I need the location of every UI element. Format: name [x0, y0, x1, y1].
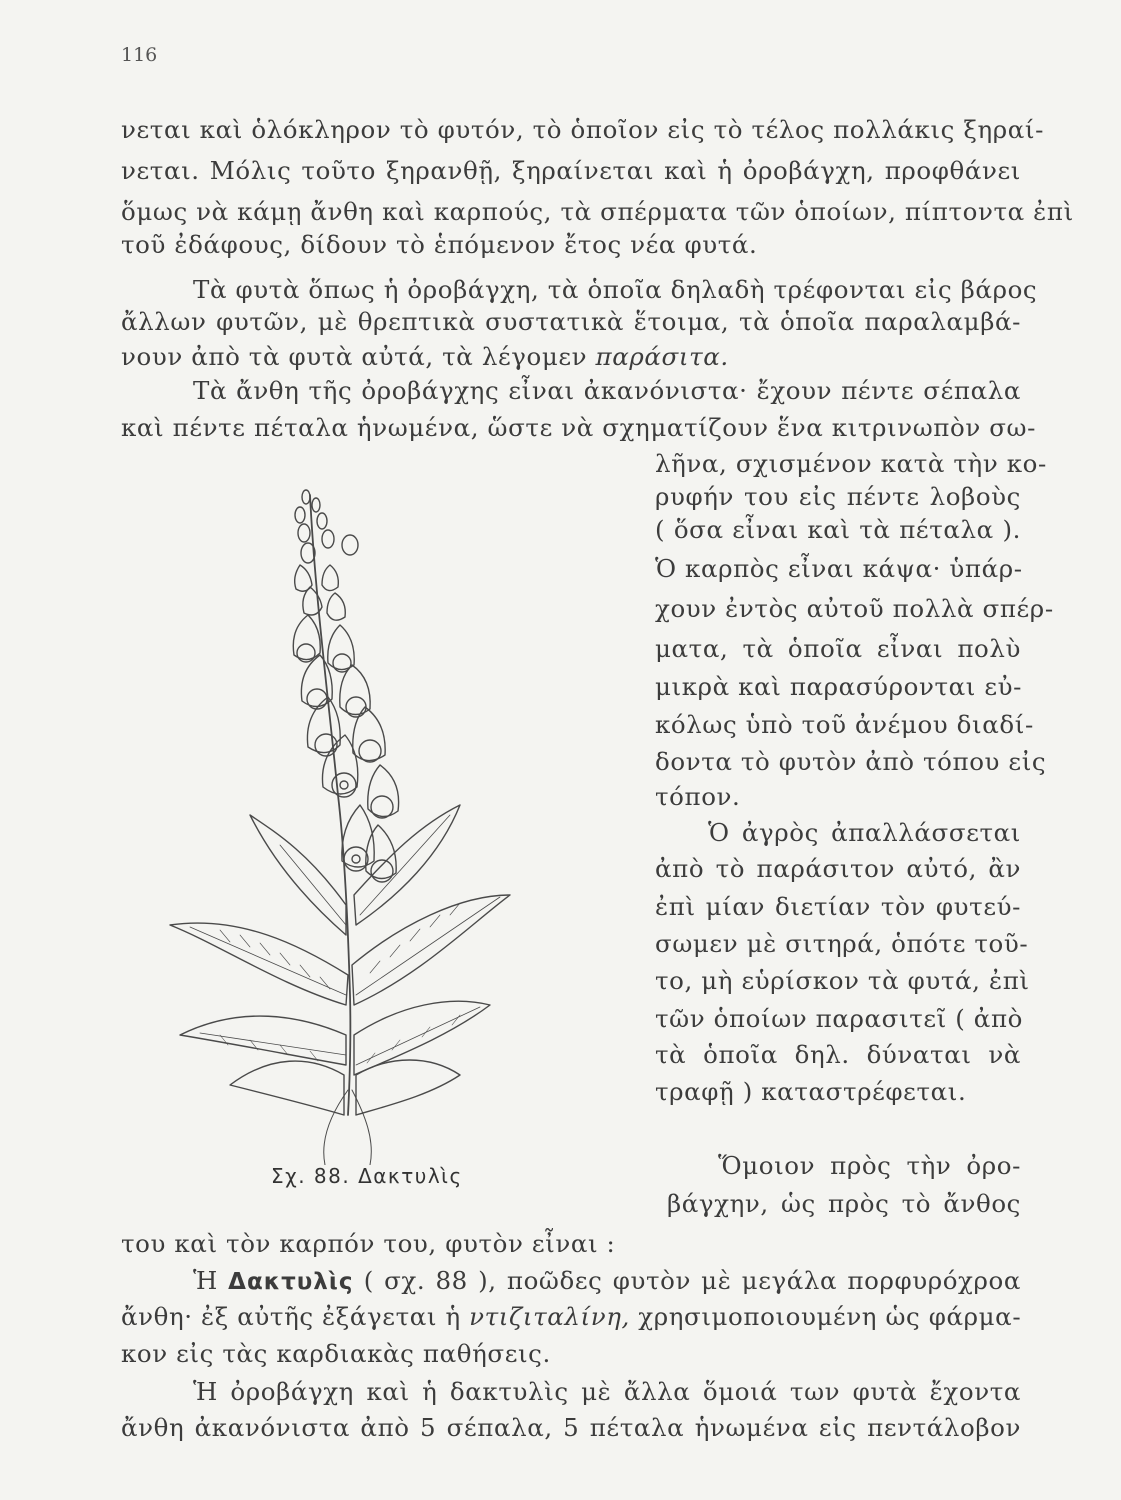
text-line: τραφῇ ) καταστρέφεται.	[655, 1077, 967, 1106]
text-line: μικρὰ καὶ παρασύρονται εὐ-	[655, 672, 1023, 701]
text-line: καὶ πέντε πέταλα ἡνωμένα, ὥστε νὰ σχηματίζουν ἕνα κιτρινωπὸν σω-	[121, 413, 1036, 442]
text-line: τοῦ ἐδάφους, δίδουν τὸ ἑπόμενον ἔτος νέα φυτά.	[121, 230, 758, 259]
text-line: Ὁ ἀγρὸς ἀπαλλάσσεται	[708, 818, 1021, 847]
text-line: βάγχην, ὡς πρὸς τὸ ἄνθος	[667, 1189, 1021, 1218]
foxglove-illustration	[160, 475, 520, 1165]
page-number: 116	[121, 44, 158, 66]
text-line: κον εἰς τὰς καρδιακὰς παθήσεις.	[121, 1339, 551, 1368]
term-digitalis: Δακτυλὶς	[228, 1269, 354, 1295]
text-line: κόλως ὑπὸ τοῦ ἀνέμου διαδί-	[655, 710, 1034, 739]
text-line	[121, 1302, 1022, 1331]
text-line	[121, 342, 729, 371]
text-line	[193, 1266, 1021, 1295]
text-line: Ὁ καρπὸς εἶναι κάψα· ὑπάρ-	[655, 554, 1023, 583]
text-line: τόπον.	[655, 782, 741, 811]
text-span: νουν ἀπὸ τὰ φυτὰ αὐτά, τὰ λέγομεν	[121, 342, 588, 371]
term-digitalin: ντιζιταλίνη,	[469, 1302, 630, 1331]
text-line: Τὰ φυτὰ ὅπως ἡ ὀροβάγχη, τὰ ὁποῖα δηλαδὴ τρέφονται εἰς βάρος	[193, 275, 1038, 304]
text-line: λῆνα, σχισμένον κατὰ τὴν κο-	[655, 449, 1047, 478]
text-line: νεται. Μόλις τοῦτο ξηρανθῇ, ξηραίνεται καὶ ἡ ὀροβάγχη, προφθάνει	[121, 156, 1021, 185]
text-line: Ὅμοιον πρὸς τὴν ὀρο-	[718, 1151, 1021, 1180]
text-line: ματα, τὰ ὁποῖα εἶναι πολὺ	[655, 634, 1021, 663]
figure-caption: Σχ. 88. Δακτυλὶς	[271, 1164, 463, 1188]
text-line: χουν ἐντὸς αὐτοῦ πολλὰ σπέρ-	[655, 594, 1054, 623]
text-line: ρυφήν του εἰς πέντε λοβοὺς	[655, 482, 1021, 511]
text-line: σωμεν μὲ σιτηρά, ὁπότε τοῦ-	[655, 929, 1029, 958]
text-line: ἄλλων φυτῶν, μὲ θρεπτικὰ συστατικὰ ἕτοιμα, τὰ ὁποῖα παραλαμβά-	[121, 307, 1021, 336]
text-line: νεται καὶ ὁλόκληρον τὸ φυτόν, τὸ ὁποῖον εἰς τὸ τέλος πολλάκις ξηραί-	[121, 115, 1044, 144]
text-line: δοντα τὸ φυτὸν ἀπὸ τόπου εἰς	[655, 747, 1047, 776]
text-line: το, μὴ εὑρίσκον τὰ φυτά, ἐπὶ	[655, 966, 1030, 995]
text-line: ἄνθη ἀκανόνιστα ἀπὸ 5 σέπαλα, 5 πέταλα ἡνωμένα εἰς πεντάλοβον	[121, 1413, 1021, 1442]
text-span: Ἡ	[193, 1266, 218, 1295]
text-span: ἄνθη· ἐξ αὐτῆς ἐξάγεται ἡ	[121, 1302, 461, 1331]
text-line: ( ὅσα εἶναι καὶ τὰ πέταλα ).	[655, 515, 1021, 544]
text-line: Τὰ ἄνθη τῆς ὀροβάγχης εἶναι ἀκανόνιστα· ἔχουν πέντε σέπαλα	[193, 376, 1021, 405]
text-span: ( σχ. 88 ), ποῶδες φυτὸν μὲ μεγάλα πορφυρόχροα	[363, 1266, 1021, 1295]
term-parasites: παράσιτα.	[595, 342, 729, 371]
text-line: ἐπὶ μίαν διετίαν τὸν φυτεύ-	[655, 892, 1021, 921]
text-line: τῶν ὁποίων παρασιτεῖ ( ἀπὸ	[655, 1004, 1023, 1033]
text-line: του καὶ τὸν καρπόν του, φυτὸν εἶναι :	[121, 1229, 616, 1258]
text-line: τὰ ὁποῖα δηλ. δύναται νὰ	[655, 1040, 1021, 1069]
text-span: χρησιμοποιουμένη ὡς φάρμα-	[638, 1302, 1022, 1331]
text-line: Ἡ ὀροβάγχη καὶ ἡ δακτυλὶς μὲ ἄλλα ὅμοιά των φυτὰ ἔχοντα	[193, 1377, 1021, 1406]
text-line: ὅμως νὰ κάμῃ ἄνθη καὶ καρπούς, τὰ σπέρματα τῶν ὁποίων, πίπτοντα ἐπὶ	[121, 197, 1074, 226]
text-line: ἀπὸ τὸ παράσιτον αὐτό, ἂν	[655, 854, 1021, 883]
